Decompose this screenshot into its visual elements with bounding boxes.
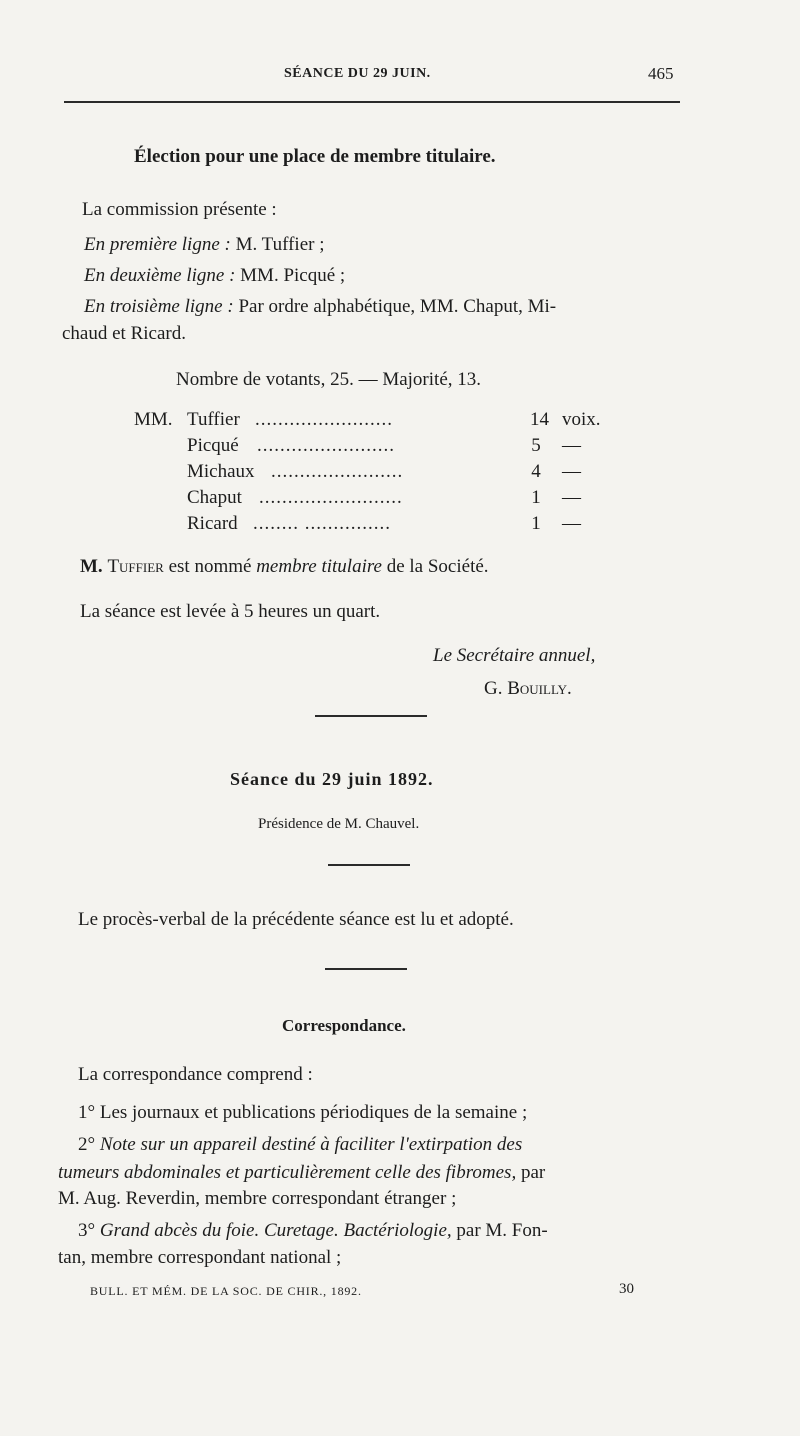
leader-dots: ......................... xyxy=(259,487,403,508)
section-divider xyxy=(328,864,410,866)
third-line-value: Par ordre alphabétique, MM. Chaput, Mi- xyxy=(238,296,557,317)
header-rule xyxy=(64,101,680,103)
election-heading: Élection pour une place de membre titulaire. xyxy=(134,146,496,167)
vote-count: 4 xyxy=(531,461,541,482)
outcome-end: de la Société. xyxy=(386,556,489,577)
candidate-name: Michaux xyxy=(187,461,255,482)
item-2-title: Note sur un appareil destiné à faciliter l'extirpation des xyxy=(99,1134,523,1155)
first-line-label: En première ligne : xyxy=(84,234,231,255)
leader-dots: ....................... xyxy=(271,461,404,482)
item-3-by: par M. Fon- xyxy=(456,1220,548,1241)
item-2-by: par xyxy=(520,1162,546,1183)
commission-intro: La commission présente : xyxy=(82,199,277,220)
correspondance-item-3-line2: tan, membre correspondant national ; xyxy=(58,1247,342,1268)
item-3-number: 3° xyxy=(78,1220,96,1241)
candidate-name: Chaput xyxy=(187,487,242,508)
election-outcome xyxy=(80,556,489,578)
vote-row xyxy=(187,409,607,435)
session-closing: La séance est levée à 5 heures un quart. xyxy=(80,601,381,622)
vote-count: 5 xyxy=(531,435,541,456)
vote-unit: — xyxy=(562,487,581,508)
signature-title: Le Secrétaire annuel, xyxy=(433,645,596,666)
journal-footer: BULL. ET MÉM. DE LA SOC. DE CHIR., 1892. xyxy=(90,1284,362,1298)
signature-name: G. Bouilly. xyxy=(484,678,572,699)
vote-row xyxy=(187,435,607,461)
leader-dots: ........................ xyxy=(257,435,395,456)
item-3-title: Grand abcès du foie. Curetage. Bactériologie, xyxy=(99,1220,452,1241)
outcome-prefix: M. xyxy=(80,556,103,577)
section-divider xyxy=(325,968,407,970)
vote-row xyxy=(187,513,607,539)
outcome-name: Tuffier xyxy=(107,556,164,577)
item-2-number: 2° xyxy=(78,1134,96,1155)
outcome-mid: est nommé xyxy=(168,556,252,577)
section-divider xyxy=(315,715,427,717)
leader-dots: ........................ xyxy=(255,409,393,430)
third-line-continuation: chaud et Ricard. xyxy=(62,323,186,344)
second-line-entry xyxy=(84,265,345,287)
mm-prefix: MM. xyxy=(134,409,173,430)
vote-unit: — xyxy=(562,513,581,534)
presidence-line: Présidence de M. Chauvel. xyxy=(258,816,420,832)
third-line-entry xyxy=(84,296,556,318)
proces-verbal: Le procès-verbal de la précédente séance est lu et adopté. xyxy=(78,909,514,930)
correspondance-item-2-line1 xyxy=(78,1134,522,1156)
correspondance-heading: Correspondance. xyxy=(282,1016,406,1035)
item-2-title-cont: tumeurs abdominales et particulièrement celle des fibromes, xyxy=(58,1162,517,1183)
vote-row xyxy=(187,461,607,487)
correspondance-item-3-line1 xyxy=(78,1220,548,1242)
vote-unit: — xyxy=(562,461,581,482)
running-header: SÉANCE DU 29 JUIN. xyxy=(284,66,431,81)
vote-count: 1 xyxy=(531,513,541,534)
leader-dots: ........ ............... xyxy=(253,513,391,534)
vote-row xyxy=(187,487,607,513)
second-line-value: MM. Picqué ; xyxy=(240,265,346,286)
votes-summary: Nombre de votants, 25. — Majorité, 13. xyxy=(176,369,482,390)
vote-count: 1 xyxy=(531,487,541,508)
third-line-label: En troisième ligne : xyxy=(84,296,234,317)
page-number: 465 xyxy=(648,64,674,83)
correspondance-item-1: 1° Les journaux et publications périodiques de la semaine ; xyxy=(78,1102,528,1123)
first-line-entry xyxy=(84,234,324,256)
vote-count: 14 xyxy=(530,409,549,430)
signature-mark: 30 xyxy=(619,1281,634,1297)
correspondance-item-2-line3: M. Aug. Reverdin, membre correspondant étranger ; xyxy=(58,1188,457,1209)
correspondance-intro: La correspondance comprend : xyxy=(78,1064,313,1085)
candidate-name: Tuffier xyxy=(187,409,240,430)
correspondance-item-2-line2 xyxy=(58,1162,545,1184)
vote-unit: — xyxy=(562,435,581,456)
vote-unit: voix. xyxy=(562,409,601,430)
second-line-label: En deuxième ligne : xyxy=(84,265,236,286)
candidate-name: Ricard xyxy=(187,513,238,534)
first-line-value: M. Tuffier ; xyxy=(235,234,325,255)
seance-title: Séance du 29 juin 1892. xyxy=(230,769,434,789)
outcome-role: membre titulaire xyxy=(256,556,382,577)
candidate-name: Picqué xyxy=(187,435,239,456)
